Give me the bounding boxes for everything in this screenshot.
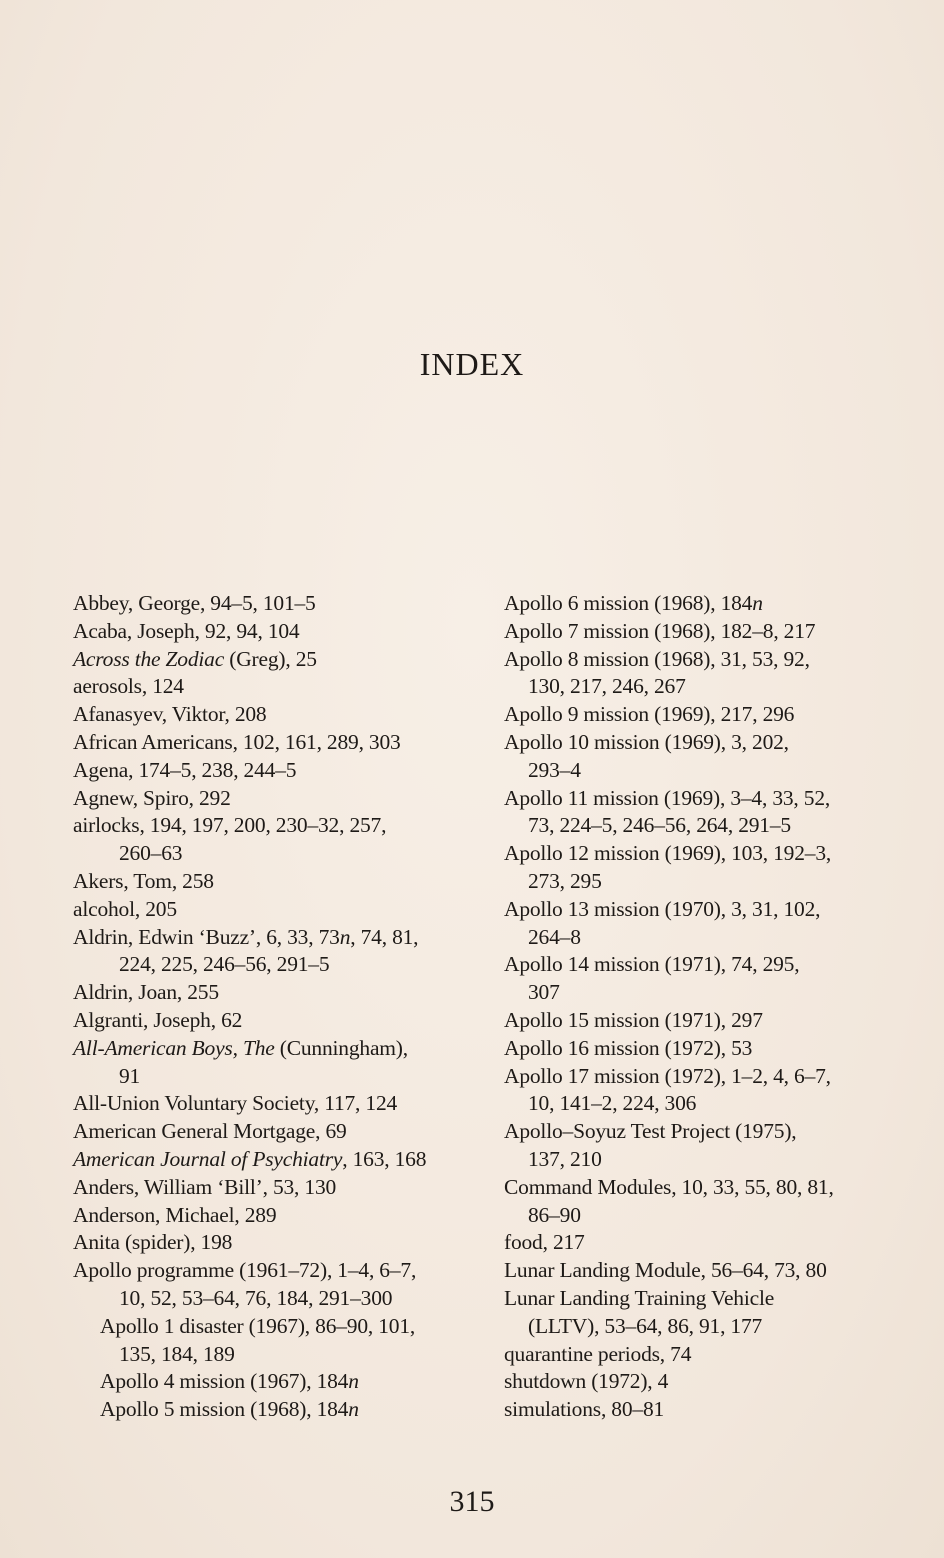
index-entry-line: Algranti, Joseph, 62	[73, 1007, 243, 1032]
index-entry	[73, 1090, 473, 1118]
index-entry	[504, 729, 924, 785]
index-entry	[504, 1396, 924, 1424]
index-entry-line: Aldrin, Joan, 255	[73, 980, 219, 1005]
index-entry-line: Apollo 11 mission (1969), 3–4, 33, 52,	[504, 785, 831, 810]
index-entry	[73, 1313, 473, 1369]
index-entry	[73, 924, 473, 980]
index-entry-line: Apollo 9 mission (1969), 217, 296	[504, 702, 795, 727]
index-entry	[73, 1174, 473, 1202]
index-entry	[73, 896, 473, 924]
index-entry-line: food, 217	[504, 1230, 585, 1255]
index-entry	[504, 1229, 924, 1257]
index-entry-line: Acaba, Joseph, 92, 94, 104	[73, 618, 300, 643]
index-entry-line: All-Union Voluntary Society, 117, 124	[73, 1091, 398, 1116]
index-entry-line: Lunar Landing Training Vehicle	[504, 1285, 775, 1310]
index-entry-line: Apollo 14 mission (1971), 74, 295,	[504, 952, 800, 977]
index-entry-line: Across the Zodiac (Greg), 25	[73, 646, 317, 671]
index-entry-line: Lunar Landing Module, 56–64, 73, 80	[504, 1258, 827, 1283]
index-entry-line: Aldrin, Edwin ‘Buzz’, 6, 33, 73n, 74, 81,	[73, 924, 419, 949]
index-entry	[73, 757, 473, 785]
index-entry	[73, 673, 473, 701]
index-entry-line: Apollo 16 mission (1972), 53	[504, 1035, 753, 1060]
index-entry	[73, 1396, 473, 1424]
index-entry-line: Apollo 10 mission (1969), 3, 202,	[504, 729, 789, 754]
index-entry-line: quarantine periods, 74	[504, 1341, 692, 1366]
index-entry-line: 86–90	[528, 1202, 581, 1227]
index-entry	[73, 1118, 473, 1146]
index-entry-line: Apollo 15 mission (1971), 297	[504, 1007, 763, 1032]
index-entry-line: Akers, Tom, 258	[73, 868, 214, 893]
index-entry-line: (LLTV), 53–64, 86, 91, 177	[528, 1313, 763, 1338]
index-entry-line: Anderson, Michael, 289	[73, 1202, 277, 1227]
index-entry-line: Apollo 5 mission (1968), 184n	[100, 1397, 359, 1422]
index-entry-line: Apollo 7 mission (1968), 182–8, 217	[504, 618, 816, 643]
index-entry	[73, 1146, 473, 1174]
index-entry-line: 307	[528, 980, 560, 1005]
index-entry	[73, 1229, 473, 1257]
index-entry	[504, 896, 924, 952]
index-entry	[504, 1341, 924, 1369]
index-entry	[73, 701, 473, 729]
index-entry	[73, 812, 473, 868]
index-entry	[73, 868, 473, 896]
index-column-right	[504, 590, 924, 1424]
index-entry-line: Apollo 17 mission (1972), 1–2, 4, 6–7,	[504, 1063, 831, 1088]
index-entry-line: 73, 224–5, 246–56, 264, 291–5	[528, 813, 791, 838]
index-entry	[504, 1063, 924, 1119]
index-entry	[504, 1285, 924, 1341]
index-column-left	[73, 590, 473, 1424]
index-entry	[73, 1035, 473, 1091]
index-entry-line: Agena, 174–5, 238, 244–5	[73, 757, 297, 782]
index-entry	[73, 785, 473, 813]
index-entry-line: Apollo programme (1961–72), 1–4, 6–7,	[73, 1258, 417, 1283]
index-entry-line: Agnew, Spiro, 292	[73, 785, 231, 810]
index-entry-line: alcohol, 205	[73, 896, 177, 921]
index-entry	[504, 618, 924, 646]
index-entry	[73, 1257, 473, 1313]
index-entry	[504, 785, 924, 841]
index-entry	[504, 646, 924, 702]
index-entry-line: simulations, 80–81	[504, 1397, 665, 1422]
index-entry	[504, 1007, 924, 1035]
index-entry-line: Command Modules, 10, 33, 55, 80, 81,	[504, 1174, 834, 1199]
index-entry-line: 91	[119, 1063, 141, 1088]
index-entry-line: 293–4	[528, 757, 581, 782]
index-entry-line: Afanasyev, Viktor, 208	[73, 702, 267, 727]
index-entry	[73, 1202, 473, 1230]
index-entry	[504, 1368, 924, 1396]
index-entry	[504, 1174, 924, 1230]
index-entry-line: 260–63	[119, 841, 183, 866]
index-entry	[504, 840, 924, 896]
index-entry	[504, 1035, 924, 1063]
index-entry	[73, 618, 473, 646]
index-entry	[73, 646, 473, 674]
index-entry-line: aerosols, 124	[73, 674, 184, 699]
index-entry-line: Apollo 8 mission (1968), 31, 53, 92,	[504, 646, 810, 671]
index-entry	[504, 1257, 924, 1285]
page-title: INDEX	[419, 346, 525, 382]
index-entry	[504, 1118, 924, 1174]
index-entry-line: Apollo 1 disaster (1967), 86–90, 101,	[100, 1313, 416, 1338]
index-entry-line: 264–8	[528, 924, 581, 949]
index-entry-line: Apollo–Soyuz Test Project (1975),	[504, 1119, 797, 1144]
index-entry-line: 137, 210	[528, 1146, 602, 1171]
index-entry	[73, 590, 473, 618]
index-entry-line: 10, 52, 53–64, 76, 184, 291–300	[119, 1285, 393, 1310]
index-entry-line: Abbey, George, 94–5, 101–5	[73, 591, 316, 615]
index-entry	[73, 729, 473, 757]
index-entry-line: airlocks, 194, 197, 200, 230–32, 257,	[73, 813, 387, 838]
index-entry-line: American Journal of Psychiatry, 163, 168	[73, 1146, 427, 1171]
index-entry	[504, 701, 924, 729]
index-entry-line: 135, 184, 189	[119, 1341, 235, 1366]
index-entry	[73, 1007, 473, 1035]
index-entry-line: 130, 217, 246, 267	[528, 674, 686, 699]
index-entry-line: Apollo 13 mission (1970), 3, 31, 102,	[504, 896, 821, 921]
index-entry-line: Apollo 12 mission (1969), 103, 192–3,	[504, 841, 832, 866]
index-entry	[73, 979, 473, 1007]
index-entry-line: Anders, William ‘Bill’, 53, 130	[73, 1174, 337, 1199]
index-entry	[504, 590, 924, 618]
page-number: 315	[449, 1485, 495, 1518]
index-entry-line: Anita (spider), 198	[73, 1230, 233, 1255]
index-entry	[73, 1368, 473, 1396]
index-entry-line: 273, 295	[528, 868, 602, 893]
index-entry-line: 10, 141–2, 224, 306	[528, 1091, 697, 1116]
index-entry-line: Apollo 4 mission (1967), 184n	[100, 1369, 359, 1394]
index-entry-line: shutdown (1972), 4	[504, 1369, 669, 1394]
index-entry-line: All-American Boys, The (Cunningham),	[73, 1035, 408, 1060]
index-entry-line: American General Mortgage, 69	[73, 1119, 347, 1144]
index-entry-line: 224, 225, 246–56, 291–5	[119, 952, 330, 977]
index-entry-line: African Americans, 102, 161, 289, 303	[73, 729, 401, 754]
index-entry-line: Apollo 6 mission (1968), 184n	[504, 591, 763, 615]
index-entry	[504, 951, 924, 1007]
